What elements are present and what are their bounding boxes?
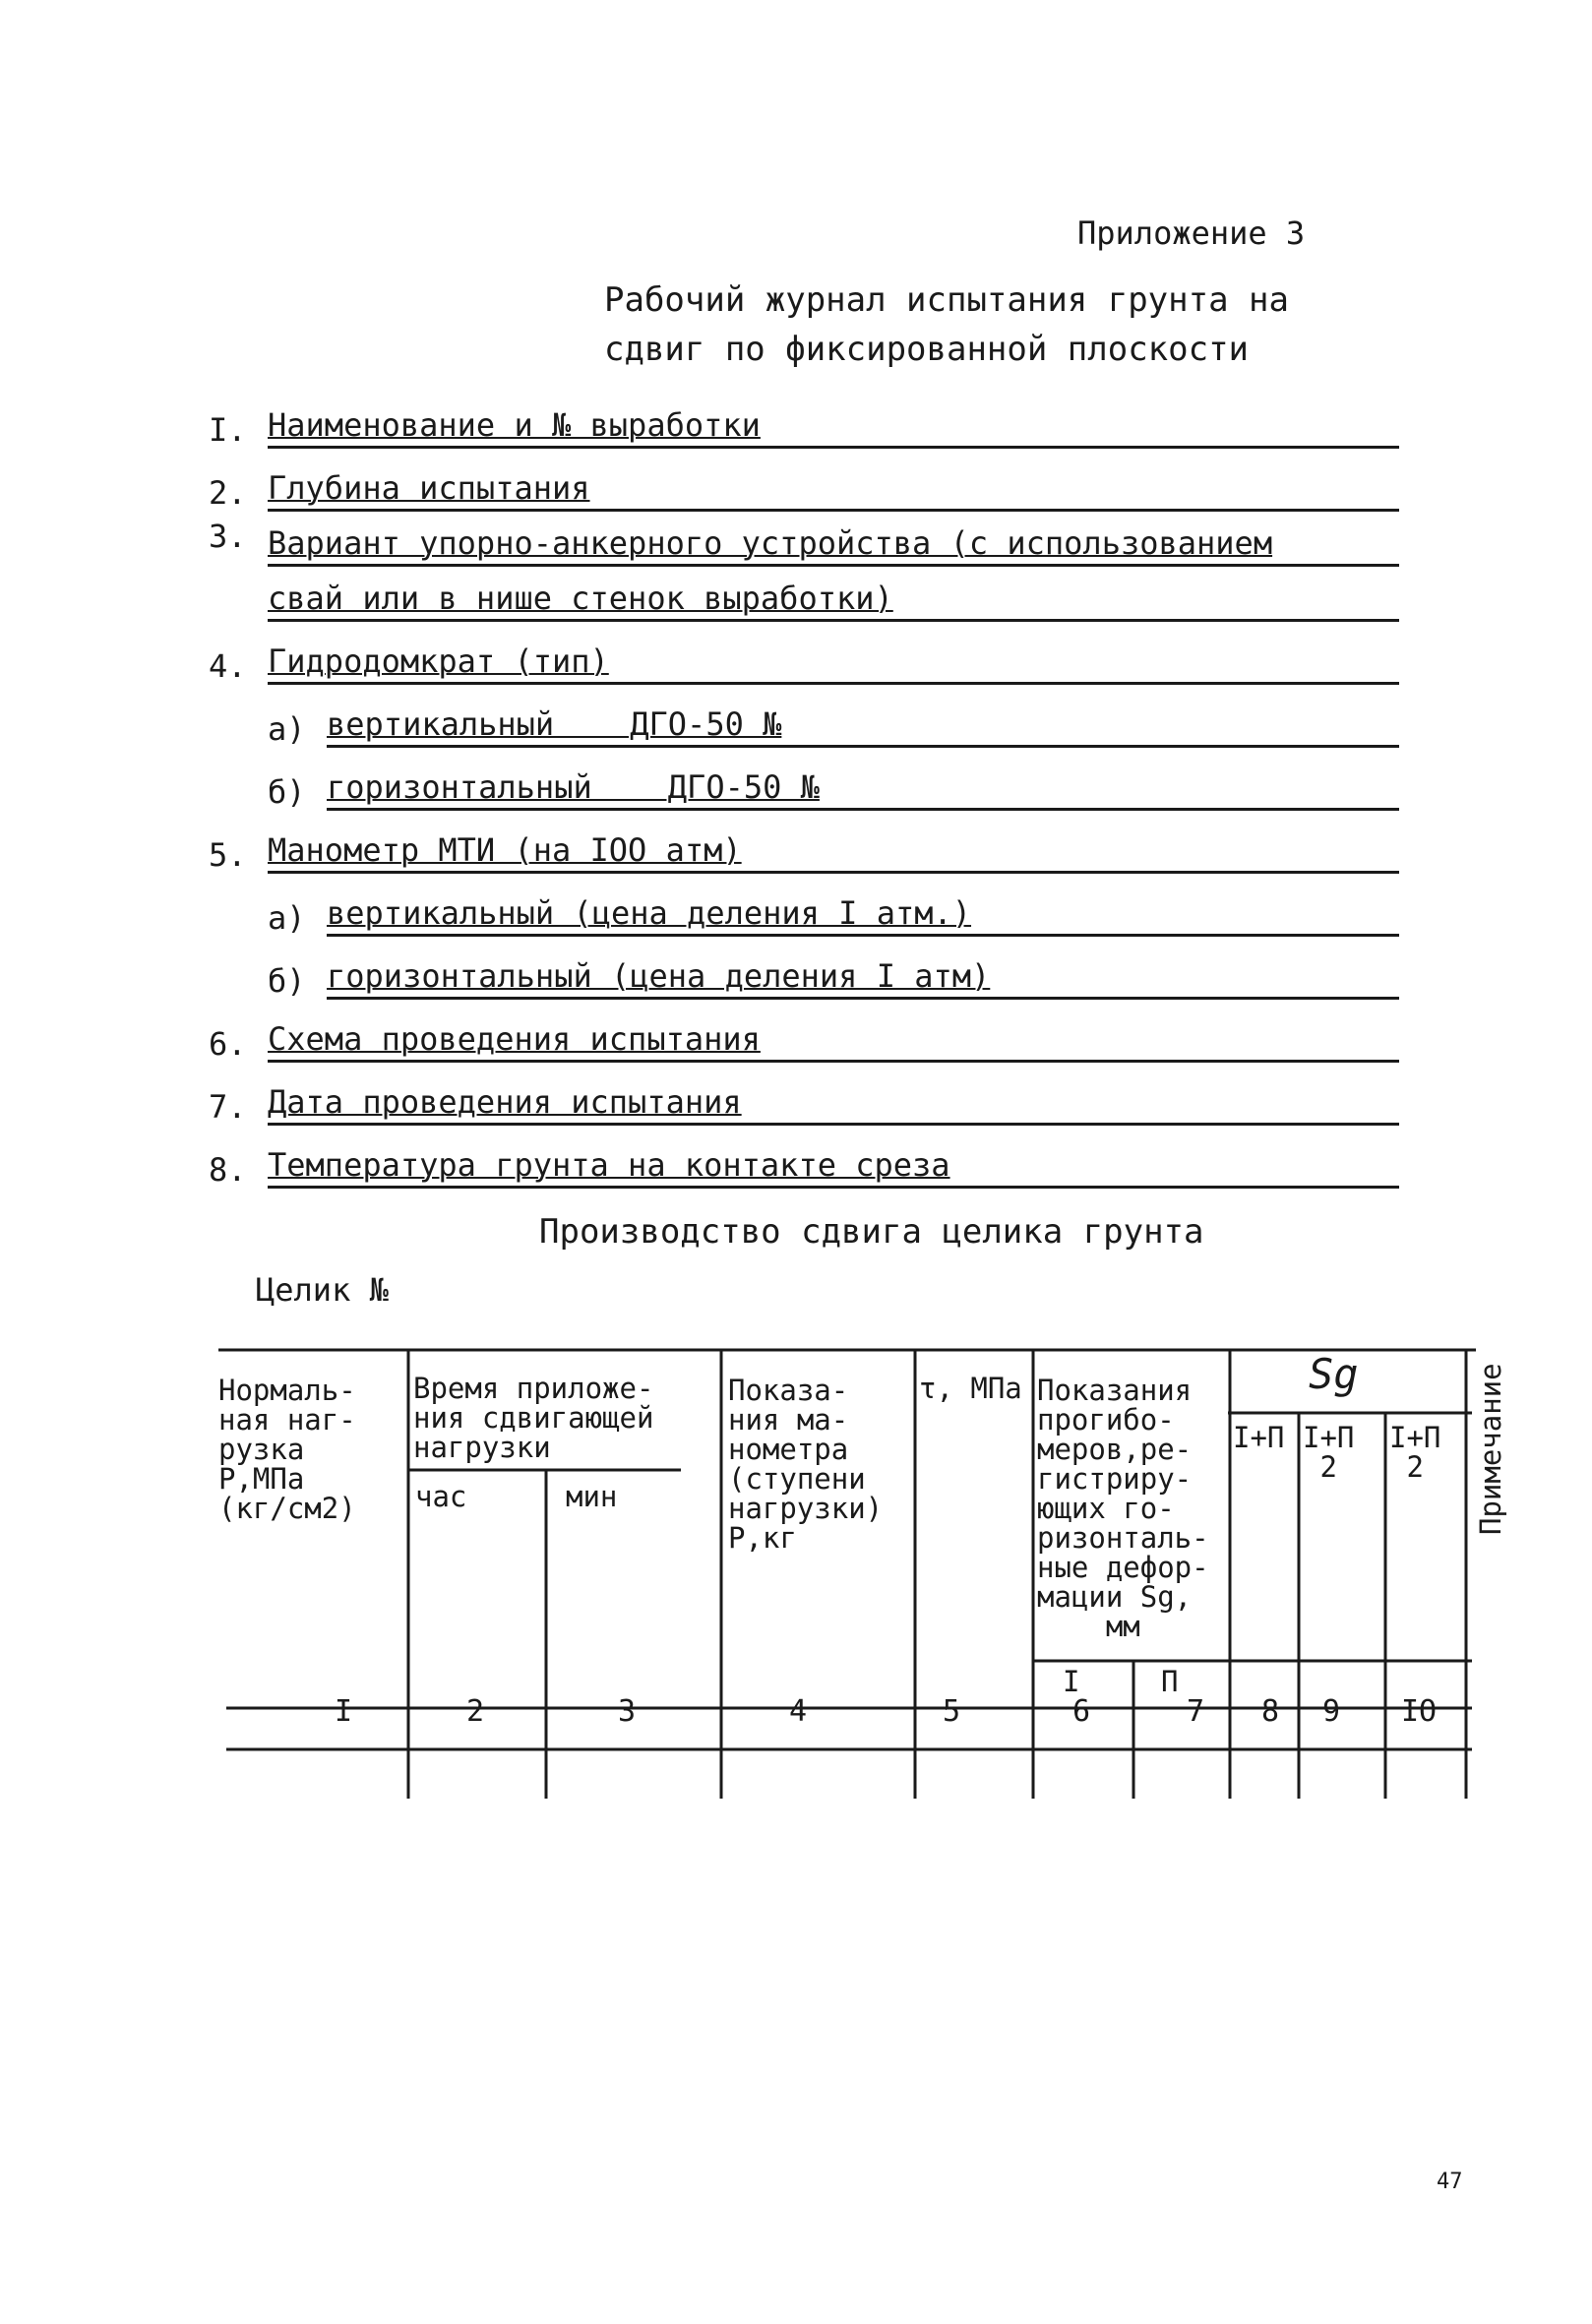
field-label: Манометр МТИ (на IOO атм): [268, 831, 742, 869]
column-number: I: [335, 1694, 353, 1729]
column-number: 6: [1072, 1694, 1091, 1729]
column-number: IO: [1401, 1694, 1438, 1729]
field-number: б): [268, 773, 306, 811]
field-label-line-2: свай или в нише стенок выработки): [268, 580, 893, 617]
field-label-line-1: Вариант упорно-анкерного устройства (с использованием: [268, 524, 1273, 562]
field-number: 5.: [209, 836, 247, 874]
column-number: 8: [1261, 1694, 1280, 1729]
field-number: а): [268, 899, 306, 937]
field-label: Схема проведения испытания: [268, 1020, 761, 1058]
col-half-sum-alt-header: I+П 2: [1389, 1421, 1441, 1484]
field-number: 8.: [209, 1151, 247, 1189]
page-number: 47: [1437, 2170, 1463, 2194]
col-manometer-header: Показа- ния ма- нометра (ступени нагрузки) Р,кг: [728, 1374, 884, 1555]
col-normal-load-header: Нормаль- ная наг- рузка Р,МПа (кг/см2): [218, 1374, 356, 1525]
field-label: горизонтальный ДГО-50 №: [327, 768, 820, 806]
col-deflection-header: Показания прогибо- меров,ре- гистриру- ющих го- ризонталь- ные дефор- мации Sg, мм: [1037, 1374, 1209, 1643]
col-time-header: Время приложе- ния сдвигающей нагрузки: [413, 1372, 654, 1464]
sg-header: Sg: [1309, 1350, 1359, 1398]
column-number: 7: [1187, 1694, 1205, 1729]
field-label: Температура грунта на контакте среза: [268, 1146, 950, 1184]
col-tau-header: τ, МПа: [919, 1372, 1022, 1405]
field-number: 2.: [209, 474, 247, 512]
column-number: 5: [943, 1694, 961, 1729]
col-sum-header: I+П: [1233, 1421, 1285, 1454]
field-number: 4.: [209, 647, 247, 685]
field-number: б): [268, 962, 306, 1000]
journal-title-line-1: Рабочий журнал испытания грунта на: [604, 280, 1289, 320]
column-number: 4: [789, 1694, 808, 1729]
field-number: 6.: [209, 1025, 247, 1063]
field-label: горизонтальный (цена деления I атм): [327, 957, 991, 995]
field-label: Гидродомкрат (тип): [268, 642, 609, 680]
col-hours-header: час: [415, 1480, 467, 1513]
col-gauge-1-header: I: [1063, 1665, 1080, 1698]
field-number: а): [268, 710, 306, 748]
col-remark-header: Примечание: [1474, 1363, 1507, 1535]
col-gauge-2-header: П: [1161, 1665, 1179, 1698]
tselik-label: Целик №: [256, 1271, 389, 1309]
col-minutes-header: мин: [566, 1480, 618, 1513]
col-half-sum-header: I+П 2: [1303, 1421, 1355, 1484]
field-label: Наименование и № выработки: [268, 406, 761, 444]
field-number: 3.: [209, 518, 247, 555]
production-title: Производство сдвига целика грунта: [539, 1212, 1204, 1252]
field-label: Дата проведения испытания: [268, 1083, 742, 1121]
field-number: I.: [209, 411, 247, 449]
appendix-label: Приложение 3: [1077, 214, 1306, 252]
journal-title-line-2: сдвиг по фиксированной плоскости: [604, 330, 1250, 369]
column-number: 3: [618, 1694, 637, 1729]
field-number: 7.: [209, 1088, 247, 1126]
field-label: Глубина испытания: [268, 469, 590, 507]
column-number: 2: [466, 1694, 485, 1729]
field-label: вертикальный (цена деления I атм.): [327, 894, 972, 932]
field-label: вертикальный ДГО-50 №: [327, 705, 782, 743]
column-number: 9: [1322, 1694, 1341, 1729]
